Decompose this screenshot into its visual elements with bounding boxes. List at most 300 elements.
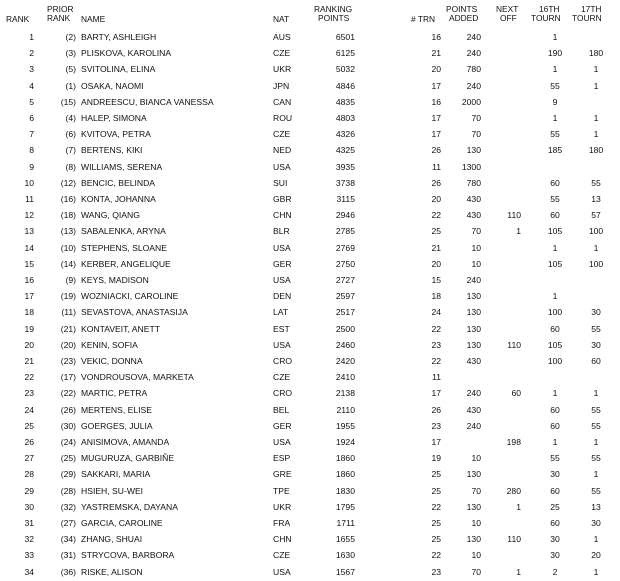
cell-prior-rank: (34) bbox=[60, 534, 76, 545]
cell-nationality: USA bbox=[273, 339, 291, 350]
cell-nationality: CHN bbox=[273, 534, 292, 545]
cell-rank: 25 bbox=[24, 420, 34, 431]
cell-player-name: SEVASTOVA, ANASTASIJA bbox=[81, 307, 188, 318]
cell-17th-tourn: 60 bbox=[591, 356, 601, 366]
cell-17th-tourn: 30 bbox=[591, 518, 601, 528]
cell-player-name: SAKKARI, MARIA bbox=[81, 469, 151, 480]
header-17th-tourn-line2: TOURN bbox=[572, 13, 602, 23]
cell-prior-rank: (22) bbox=[60, 388, 76, 399]
cell-17th-tourn: 20 bbox=[591, 550, 601, 561]
cell-rank: 10 bbox=[24, 177, 34, 188]
cell-points-added: 240 bbox=[466, 388, 481, 399]
cell-points-added: 240 bbox=[466, 420, 481, 431]
table-row bbox=[0, 95, 620, 111]
cell-tournaments: 19 bbox=[431, 453, 441, 464]
cell-player-name: RISKE, ALISON bbox=[81, 566, 143, 577]
cell-nationality: CZE bbox=[273, 550, 291, 561]
cell-prior-rank: (23) bbox=[60, 356, 76, 366]
cell-points-added: 1300 bbox=[461, 161, 481, 172]
cell-rank: 26 bbox=[24, 437, 34, 447]
cell-points-added: 10 bbox=[471, 258, 481, 269]
cell-next-off: 1 bbox=[516, 566, 521, 577]
cell-prior-rank: (20) bbox=[60, 339, 76, 350]
cell-player-name: HSIEH, SU-WEI bbox=[81, 485, 144, 496]
cell-nationality: GRE bbox=[273, 469, 292, 480]
cell-player-name: ZHANG, SHUAI bbox=[81, 534, 143, 545]
cell-prior-rank: (5) bbox=[65, 64, 76, 75]
cell-16th-tourn: 105 bbox=[547, 339, 563, 350]
cell-tournaments: 11 bbox=[432, 372, 441, 383]
cell-rank: 18 bbox=[24, 307, 34, 318]
cell-rank: 30 bbox=[24, 501, 34, 512]
cell-17th-tourn: 1 bbox=[593, 469, 599, 480]
cell-ranking-points: 4326 bbox=[335, 129, 355, 140]
cell-17th-tourn: 57 bbox=[591, 210, 601, 221]
cell-nationality: CRO bbox=[273, 356, 293, 366]
table-row bbox=[0, 338, 620, 354]
cell-tournaments: 26 bbox=[431, 177, 441, 188]
table-row bbox=[0, 484, 620, 500]
cell-nationality: USA bbox=[273, 566, 291, 577]
cell-16th-tourn: 1 bbox=[552, 242, 558, 253]
cell-ranking-points: 6125 bbox=[335, 48, 355, 59]
table-row bbox=[0, 370, 620, 386]
cell-player-name: OSAKA, NAOMI bbox=[81, 80, 144, 91]
table-row bbox=[0, 111, 620, 127]
cell-16th-tourn: 30 bbox=[550, 550, 560, 561]
table-row bbox=[0, 435, 620, 451]
cell-17th-tourn: 100 bbox=[588, 258, 604, 269]
table-row bbox=[0, 403, 620, 419]
cell-prior-rank: (28) bbox=[60, 485, 76, 496]
cell-16th-tourn: 60 bbox=[550, 485, 560, 496]
cell-16th-tourn: 1 bbox=[552, 64, 558, 75]
cell-16th-tourn: 1 bbox=[552, 113, 558, 123]
table-row bbox=[0, 160, 620, 176]
cell-16th-tourn: 185 bbox=[547, 145, 563, 156]
cell-prior-rank: (2) bbox=[65, 32, 76, 42]
cell-rank: 13 bbox=[24, 226, 34, 237]
cell-tournaments: 18 bbox=[431, 291, 441, 302]
table-row bbox=[0, 30, 620, 46]
header-next-off-line2: OFF bbox=[500, 13, 517, 23]
cell-prior-rank: (19) bbox=[60, 291, 76, 302]
cell-points-added: 780 bbox=[466, 64, 481, 75]
cell-points-added: 130 bbox=[466, 145, 481, 156]
cell-17th-tourn: 1 bbox=[593, 534, 599, 545]
cell-prior-rank: (25) bbox=[60, 453, 76, 464]
cell-rank: 8 bbox=[29, 145, 34, 156]
cell-points-added: 430 bbox=[466, 404, 481, 415]
cell-player-name: MERTENS, ELISE bbox=[81, 404, 152, 415]
cell-16th-tourn: 55 bbox=[550, 453, 560, 464]
cell-player-name: KENIN, SOFIA bbox=[81, 339, 138, 350]
table-row bbox=[0, 548, 620, 564]
cell-nationality: NED bbox=[273, 145, 292, 156]
cell-16th-tourn: 60 bbox=[550, 420, 560, 431]
table-row bbox=[0, 224, 620, 240]
cell-player-name: WANG, QIANG bbox=[81, 210, 140, 221]
cell-17th-tourn: 55 bbox=[591, 404, 601, 415]
cell-player-name: ANDREESCU, BIANCA VANESSA bbox=[81, 96, 214, 107]
cell-nationality: JPN bbox=[273, 80, 290, 91]
cell-tournaments: 23 bbox=[431, 339, 441, 350]
cell-player-name: YASTREMSKA, DAYANA bbox=[81, 501, 178, 512]
cell-nationality: LAT bbox=[273, 307, 289, 318]
cell-prior-rank: (13) bbox=[60, 226, 76, 237]
cell-points-added: 10 bbox=[471, 453, 481, 464]
cell-points-added: 430 bbox=[466, 210, 481, 221]
table-row bbox=[0, 208, 620, 224]
table-row bbox=[0, 192, 620, 208]
header-trn: # TRN bbox=[411, 14, 436, 24]
cell-next-off: 1 bbox=[516, 501, 521, 512]
table-row bbox=[0, 62, 620, 78]
cell-17th-tourn: 55 bbox=[591, 453, 601, 464]
cell-16th-tourn: 105 bbox=[547, 258, 563, 269]
cell-tournaments: 21 bbox=[431, 48, 441, 59]
cell-player-name: SABALENKA, ARYNA bbox=[81, 226, 166, 237]
cell-17th-tourn: 1 bbox=[593, 80, 599, 91]
cell-17th-tourn: 1 bbox=[593, 437, 599, 447]
cell-player-name: MUGURUZA, GARBIÑE bbox=[81, 453, 175, 464]
cell-16th-tourn: 30 bbox=[550, 534, 560, 545]
cell-ranking-points: 5032 bbox=[335, 64, 355, 75]
cell-player-name: BENCIC, BELINDA bbox=[81, 177, 156, 188]
cell-prior-rank: (14) bbox=[60, 258, 76, 269]
cell-17th-tourn: 55 bbox=[591, 323, 601, 334]
cell-rank: 29 bbox=[24, 485, 34, 496]
cell-16th-tourn: 55 bbox=[550, 129, 560, 140]
cell-tournaments: 25 bbox=[431, 469, 441, 480]
cell-17th-tourn: 1 bbox=[593, 129, 599, 140]
cell-tournaments: 20 bbox=[431, 258, 441, 269]
cell-nationality: BEL bbox=[273, 404, 290, 415]
cell-ranking-points: 2517 bbox=[335, 307, 355, 318]
cell-16th-tourn: 9 bbox=[552, 96, 558, 107]
cell-points-added: 2000 bbox=[461, 96, 481, 107]
cell-next-off: 1 bbox=[516, 226, 521, 237]
cell-player-name: SVITOLINA, ELINA bbox=[81, 64, 156, 75]
cell-ranking-points: 2597 bbox=[335, 291, 355, 302]
cell-rank: 31 bbox=[24, 518, 34, 528]
cell-prior-rank: (21) bbox=[60, 323, 76, 334]
cell-points-added: 430 bbox=[466, 194, 481, 204]
cell-tournaments: 20 bbox=[431, 194, 441, 204]
cell-nationality: SUI bbox=[273, 177, 288, 188]
cell-prior-rank: (8) bbox=[65, 161, 76, 172]
cell-17th-tourn: 13 bbox=[591, 194, 601, 204]
header-17th-tourn-line1: 17TH bbox=[581, 4, 602, 14]
table-row bbox=[0, 143, 620, 159]
cell-player-name: KONTAVEIT, ANETT bbox=[81, 323, 160, 334]
cell-prior-rank: (12) bbox=[60, 177, 76, 188]
header-prior-rank-line1: PRIOR bbox=[47, 4, 74, 14]
cell-ranking-points: 2785 bbox=[335, 226, 355, 237]
cell-nationality: EST bbox=[273, 323, 290, 334]
cell-nationality: TPE bbox=[273, 485, 290, 496]
cell-ranking-points: 1860 bbox=[335, 453, 355, 464]
cell-nationality: CZE bbox=[273, 129, 291, 140]
cell-nationality: USA bbox=[273, 161, 291, 172]
cell-player-name: VONDROUSOVA, MARKETA bbox=[81, 372, 194, 383]
cell-prior-rank: (30) bbox=[60, 420, 76, 431]
cell-17th-tourn: 55 bbox=[591, 177, 601, 188]
cell-16th-tourn: 60 bbox=[550, 177, 560, 188]
cell-player-name: BERTENS, KIKI bbox=[81, 145, 143, 156]
cell-next-off: 280 bbox=[506, 485, 521, 496]
cell-17th-tourn: 1 bbox=[593, 566, 599, 577]
cell-17th-tourn: 30 bbox=[591, 307, 601, 318]
cell-ranking-points: 6501 bbox=[335, 32, 355, 42]
cell-next-off: 110 bbox=[507, 339, 521, 350]
cell-tournaments: 15 bbox=[431, 275, 441, 285]
cell-ranking-points: 3935 bbox=[335, 161, 355, 172]
cell-17th-tourn: 55 bbox=[591, 420, 601, 431]
cell-ranking-points: 3115 bbox=[336, 194, 355, 204]
cell-next-off: 110 bbox=[507, 534, 521, 545]
cell-points-added: 10 bbox=[471, 242, 481, 253]
table-row bbox=[0, 500, 620, 516]
table-row bbox=[0, 516, 620, 532]
cell-nationality: AUS bbox=[273, 32, 291, 42]
cell-prior-rank: (17) bbox=[60, 372, 76, 383]
cell-rank: 5 bbox=[29, 96, 34, 107]
cell-points-added: 130 bbox=[466, 534, 481, 545]
cell-nationality: CHN bbox=[273, 210, 292, 221]
cell-16th-tourn: 100 bbox=[547, 356, 563, 366]
cell-nationality: GER bbox=[273, 420, 292, 431]
cell-tournaments: 16 bbox=[431, 96, 441, 107]
table-row bbox=[0, 46, 620, 62]
table-row bbox=[0, 289, 620, 305]
cell-points-added: 130 bbox=[466, 291, 481, 302]
cell-nationality: UKR bbox=[273, 64, 292, 75]
cell-17th-tourn: 55 bbox=[591, 485, 601, 496]
cell-points-added: 780 bbox=[466, 177, 481, 188]
cell-tournaments: 17 bbox=[431, 388, 441, 399]
table-row bbox=[0, 127, 620, 143]
cell-nationality: ESP bbox=[273, 453, 291, 464]
cell-points-added: 240 bbox=[466, 80, 481, 91]
cell-ranking-points: 1924 bbox=[335, 437, 355, 447]
cell-nationality: UKR bbox=[273, 501, 292, 512]
cell-player-name: GARCIA, CAROLINE bbox=[81, 518, 163, 528]
cell-rank: 7 bbox=[29, 129, 34, 140]
cell-rank: 15 bbox=[24, 258, 34, 269]
header-prior-rank-line2: RANK bbox=[47, 13, 71, 23]
cell-ranking-points: 1955 bbox=[335, 420, 355, 431]
cell-prior-rank: (27) bbox=[60, 518, 76, 528]
cell-rank: 21 bbox=[24, 356, 34, 366]
cell-ranking-points: 2769 bbox=[335, 242, 355, 253]
cell-ranking-points: 4835 bbox=[335, 96, 355, 107]
table-row bbox=[0, 241, 620, 257]
table-row bbox=[0, 565, 620, 581]
cell-rank: 9 bbox=[29, 161, 34, 172]
cell-17th-tourn: 30 bbox=[591, 339, 601, 350]
cell-16th-tourn: 55 bbox=[550, 80, 560, 91]
cell-16th-tourn: 60 bbox=[550, 404, 560, 415]
cell-points-added: 240 bbox=[466, 48, 481, 59]
cell-tournaments: 17 bbox=[431, 437, 441, 447]
cell-points-added: 70 bbox=[471, 129, 481, 140]
cell-rank: 14 bbox=[24, 242, 34, 253]
cell-tournaments: 16 bbox=[431, 32, 441, 42]
table-row bbox=[0, 273, 620, 289]
cell-tournaments: 26 bbox=[431, 145, 441, 156]
cell-rank: 27 bbox=[24, 453, 34, 464]
cell-player-name: PLISKOVA, KAROLINA bbox=[81, 48, 172, 59]
cell-player-name: WOZNIACKI, CAROLINE bbox=[81, 291, 179, 302]
cell-rank: 17 bbox=[24, 291, 34, 302]
cell-tournaments: 22 bbox=[431, 550, 441, 561]
cell-nationality: USA bbox=[273, 275, 291, 285]
table-row bbox=[0, 467, 620, 483]
cell-prior-rank: (7) bbox=[65, 145, 76, 156]
cell-prior-rank: (24) bbox=[60, 437, 76, 447]
table-row bbox=[0, 305, 620, 321]
cell-17th-tourn: 1 bbox=[593, 113, 599, 123]
cell-points-added: 70 bbox=[471, 485, 481, 496]
cell-prior-rank: (6) bbox=[65, 129, 76, 140]
cell-rank: 19 bbox=[24, 323, 34, 334]
cell-ranking-points: 1860 bbox=[335, 469, 355, 480]
table-row bbox=[0, 79, 620, 95]
cell-ranking-points: 4325 bbox=[335, 145, 355, 156]
cell-rank: 23 bbox=[24, 388, 34, 399]
cell-ranking-points: 2946 bbox=[335, 210, 355, 221]
cell-prior-rank: (1) bbox=[65, 80, 76, 91]
cell-tournaments: 22 bbox=[431, 356, 441, 366]
cell-tournaments: 23 bbox=[431, 566, 441, 577]
cell-rank: 22 bbox=[24, 372, 34, 383]
cell-nationality: USA bbox=[273, 242, 291, 253]
cell-17th-tourn: 180 bbox=[588, 48, 604, 59]
cell-points-added: 10 bbox=[471, 550, 481, 561]
header-rank: RANK bbox=[6, 14, 30, 24]
table-header bbox=[0, 0, 620, 28]
cell-16th-tourn: 2 bbox=[552, 566, 558, 577]
cell-player-name: KONTA, JOHANNA bbox=[81, 194, 156, 204]
header-name: NAME bbox=[81, 14, 106, 24]
cell-prior-rank: (29) bbox=[60, 469, 76, 480]
cell-rank: 20 bbox=[24, 339, 34, 350]
cell-ranking-points: 1795 bbox=[335, 501, 355, 512]
cell-prior-rank: (11) bbox=[61, 307, 76, 318]
cell-17th-tourn: 1 bbox=[593, 388, 599, 399]
cell-17th-tourn: 1 bbox=[593, 242, 599, 253]
cell-tournaments: 17 bbox=[431, 113, 441, 123]
cell-17th-tourn: 13 bbox=[591, 501, 601, 512]
cell-points-added: 240 bbox=[466, 275, 481, 285]
cell-ranking-points: 2750 bbox=[335, 258, 355, 269]
cell-points-added: 70 bbox=[471, 226, 481, 237]
cell-nationality: GER bbox=[273, 258, 292, 269]
cell-ranking-points: 2138 bbox=[335, 388, 355, 399]
cell-prior-rank: (15) bbox=[60, 96, 76, 107]
cell-prior-rank: (32) bbox=[60, 501, 76, 512]
cell-ranking-points: 1567 bbox=[335, 566, 355, 577]
table-row bbox=[0, 386, 620, 402]
cell-16th-tourn: 1 bbox=[552, 32, 558, 42]
cell-player-name: WILLIAMS, SERENA bbox=[81, 161, 163, 172]
cell-16th-tourn: 25 bbox=[550, 501, 560, 512]
cell-tournaments: 23 bbox=[431, 420, 441, 431]
cell-rank: 11 bbox=[25, 194, 34, 204]
cell-rank: 28 bbox=[24, 469, 34, 480]
cell-tournaments: 17 bbox=[431, 129, 441, 140]
cell-nationality: CZE bbox=[273, 48, 291, 59]
cell-player-name: HALEP, SIMONA bbox=[81, 113, 147, 123]
cell-prior-rank: (36) bbox=[60, 566, 76, 577]
header-ranking-points-line2: POINTS bbox=[318, 13, 350, 23]
cell-rank: 12 bbox=[24, 210, 34, 221]
cell-ranking-points: 2420 bbox=[335, 356, 355, 366]
cell-ranking-points: 2500 bbox=[335, 323, 355, 334]
cell-16th-tourn: 60 bbox=[550, 323, 560, 334]
table-row bbox=[0, 419, 620, 435]
cell-nationality: BLR bbox=[273, 226, 290, 237]
cell-player-name: MARTIC, PETRA bbox=[81, 388, 148, 399]
cell-tournaments: 20 bbox=[431, 64, 441, 75]
cell-ranking-points: 4846 bbox=[335, 80, 355, 91]
cell-prior-rank: (18) bbox=[60, 210, 76, 221]
cell-16th-tourn: 55 bbox=[550, 194, 560, 204]
cell-ranking-points: 1711 bbox=[336, 518, 355, 528]
cell-tournaments: 24 bbox=[431, 307, 441, 318]
table-row bbox=[0, 532, 620, 548]
cell-16th-tourn: 190 bbox=[547, 48, 563, 59]
header-nat: NAT bbox=[273, 14, 290, 24]
cell-next-off: 60 bbox=[511, 388, 521, 399]
cell-points-added: 430 bbox=[466, 356, 481, 366]
cell-player-name: BARTY, ASHLEIGH bbox=[81, 32, 157, 42]
cell-points-added: 130 bbox=[466, 501, 481, 512]
cell-points-added: 10 bbox=[471, 518, 481, 528]
cell-17th-tourn: 180 bbox=[588, 145, 604, 156]
cell-tournaments: 17 bbox=[431, 80, 441, 91]
cell-prior-rank: (10) bbox=[60, 242, 76, 253]
cell-nationality: CAN bbox=[273, 96, 292, 107]
table-row bbox=[0, 354, 620, 370]
cell-points-added: 130 bbox=[466, 307, 481, 318]
cell-rank: 33 bbox=[24, 550, 34, 561]
cell-prior-rank: (16) bbox=[60, 194, 76, 204]
cell-prior-rank: (9) bbox=[65, 275, 76, 285]
cell-rank: 2 bbox=[29, 48, 34, 59]
cell-rank: 24 bbox=[24, 404, 34, 415]
cell-tournaments: 22 bbox=[431, 210, 441, 221]
cell-16th-tourn: 1 bbox=[552, 437, 558, 447]
cell-16th-tourn: 1 bbox=[552, 388, 558, 399]
cell-player-name: KEYS, MADISON bbox=[81, 275, 149, 285]
cell-tournaments: 11 bbox=[432, 161, 441, 172]
cell-nationality: CRO bbox=[273, 388, 293, 399]
cell-ranking-points: 2110 bbox=[336, 404, 355, 415]
cell-ranking-points: 2727 bbox=[335, 275, 355, 285]
cell-next-off: 110 bbox=[507, 210, 521, 221]
header-points-added-line2: ADDED bbox=[449, 13, 479, 23]
cell-ranking-points: 1630 bbox=[335, 550, 355, 561]
cell-points-added: 130 bbox=[466, 339, 481, 350]
cell-player-name: ANISIMOVA, AMANDA bbox=[81, 437, 170, 447]
cell-tournaments: 22 bbox=[431, 501, 441, 512]
cell-tournaments: 25 bbox=[431, 518, 441, 528]
cell-prior-rank: (4) bbox=[65, 113, 76, 123]
cell-player-name: STEPHENS, SLOANE bbox=[81, 242, 167, 253]
cell-player-name: STRYCOVA, BARBORA bbox=[81, 550, 175, 561]
